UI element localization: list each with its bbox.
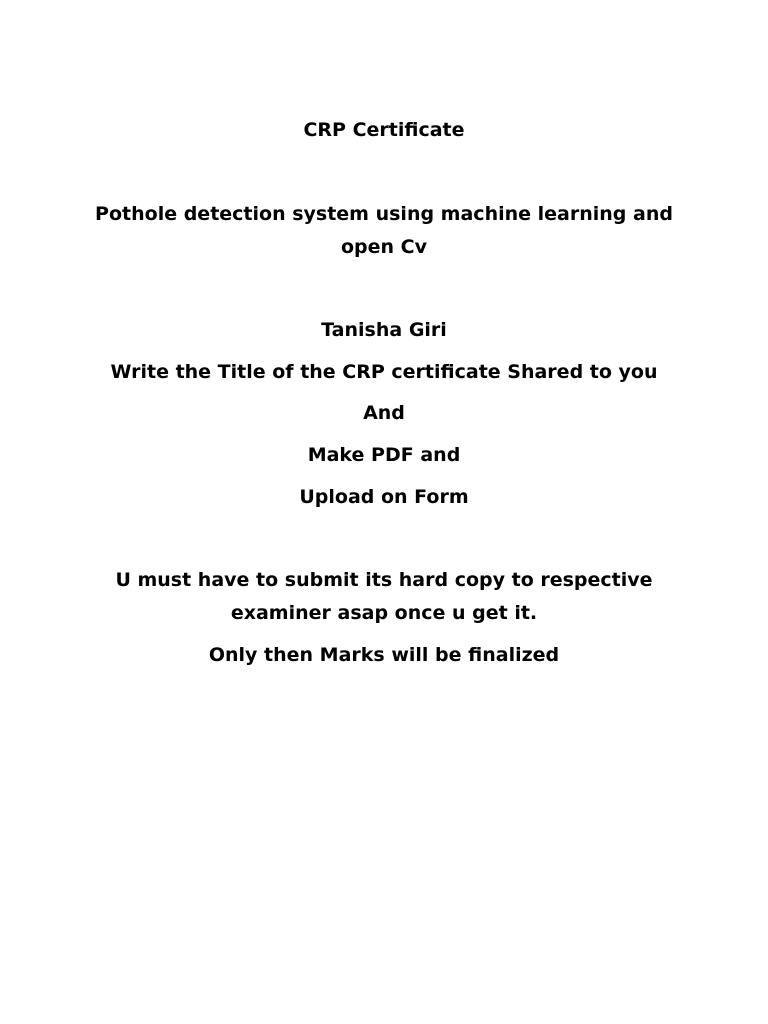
note-line-3: Only then Marks will be finalized [208,644,560,666]
certificate-heading: CRP Certificate [303,119,465,141]
project-title-line-1: Pothole detection system using machine learning and [95,203,673,225]
instruction-line-2: And [363,402,405,424]
note-line-2: examiner asap once u get it. [230,602,538,624]
instruction-line-4: Upload on Form [299,486,469,508]
student-name: Tanisha Giri [321,319,447,341]
note-line-1: U must have to submit its hard copy to respective [115,569,653,591]
project-title-line-2: open Cv [340,236,427,258]
instruction-line-3: Make PDF and [307,444,461,466]
instruction-line-1: Write the Title of the CRP certificate Shared to you [110,361,658,383]
